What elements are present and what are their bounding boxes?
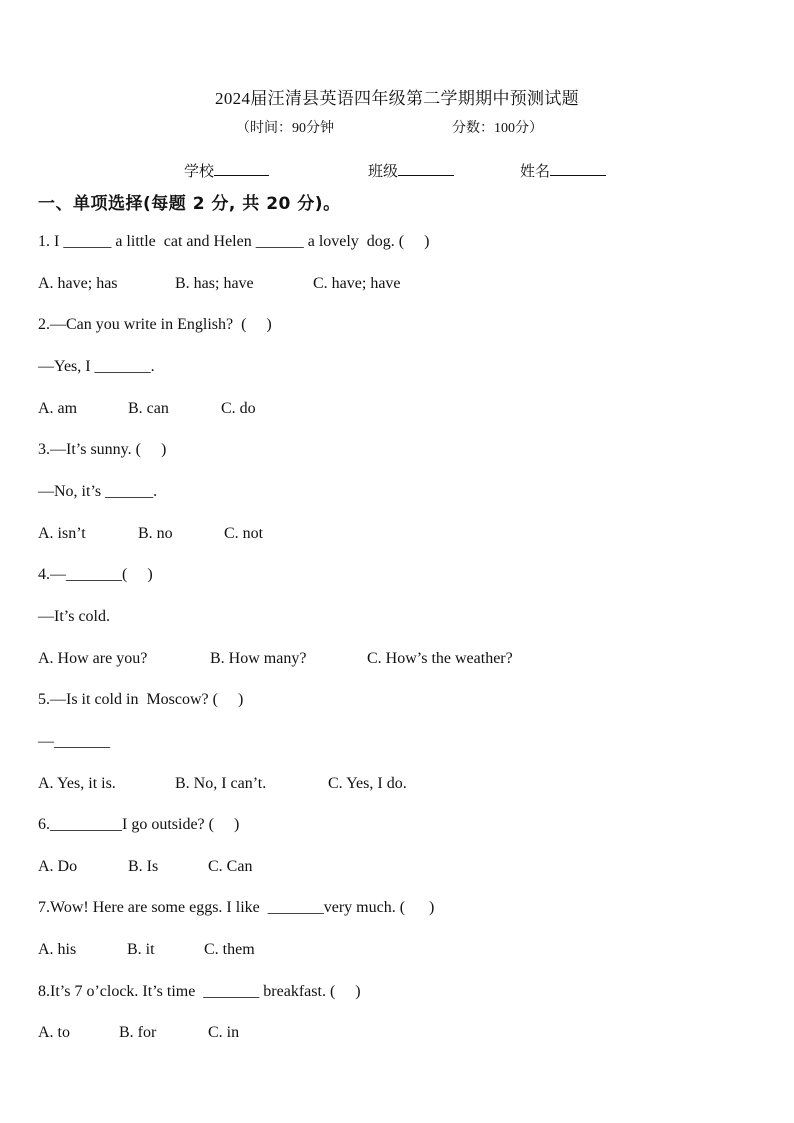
class-field (368, 160, 454, 181)
option-b: B. No, I can’t. (175, 775, 267, 792)
option-b: B. no (138, 525, 173, 542)
option-a: A. his (38, 941, 77, 958)
option-b: B. it (127, 941, 155, 958)
option-c: C. do (221, 400, 256, 417)
option-a: A. How are you? (38, 650, 148, 667)
question-5-stem: 5.—Is it cold in Moscow? ( ) (38, 691, 244, 708)
question-2-reply: —Yes, I _______. (38, 358, 155, 375)
question-4-stem: 4.—_______( ) (38, 566, 153, 583)
question-8-stem: 8.It’s 7 o’clock. It’s time _______ breakfast. ( ) (38, 983, 361, 1000)
class-label: 班级 (368, 164, 399, 180)
option-c: C. Yes, I do. (328, 775, 407, 792)
class-blank (398, 161, 454, 176)
school-field (184, 160, 269, 181)
question-5-reply: —_______ (38, 733, 110, 750)
option-b: B. has; have (175, 275, 254, 292)
option-c: C. not (224, 525, 264, 542)
question-7-stem: 7.Wow! Here are some eggs. I like _______very much. ( ) (38, 899, 435, 916)
option-a: A. am (38, 400, 78, 417)
school-blank (214, 161, 269, 176)
option-a: A. Yes, it is. (38, 775, 116, 792)
total-score: 分数：100分） (452, 121, 543, 136)
option-b: B. How many? (210, 650, 307, 667)
time-limit: （时间：90分钟 (236, 121, 334, 136)
question-6-stem: 6._________I go outside? ( ) (38, 816, 240, 833)
option-c: C. Can (208, 858, 253, 875)
option-b: B. can (128, 400, 169, 417)
option-c: C. in (208, 1024, 240, 1041)
option-c: C. How’s the weather? (367, 650, 513, 667)
option-a: A. Do (38, 858, 78, 875)
section-title: 一、单项选择(每题 2 分, 共 20 分)。 (38, 194, 341, 214)
question-1-stem: 1. I ______ a little cat and Helen ______ a lovely dog. ( ) (38, 233, 430, 250)
option-a: A. isn’t (38, 525, 86, 542)
name-blank (550, 161, 606, 176)
option-c: C. them (204, 941, 255, 958)
question-4-reply: —It’s cold. (38, 608, 110, 625)
question-3-stem: 3.—It’s sunny. ( ) (38, 441, 167, 458)
option-c: C. have; have (313, 275, 401, 292)
page-title: 2024届汪清县英语四年级第二学期期中预测试题 (215, 89, 579, 108)
name-label: 姓名 (520, 164, 551, 180)
name-field (520, 160, 606, 181)
option-b: B. Is (128, 858, 159, 875)
option-a: A. have; has (38, 275, 118, 292)
option-b: B. for (119, 1024, 157, 1041)
question-2-stem: 2.—Can you write in English? ( ) (38, 316, 272, 333)
option-a: A. to (38, 1024, 70, 1041)
school-label: 学校 (184, 164, 215, 180)
question-3-reply: —No, it’s ______. (38, 483, 158, 500)
